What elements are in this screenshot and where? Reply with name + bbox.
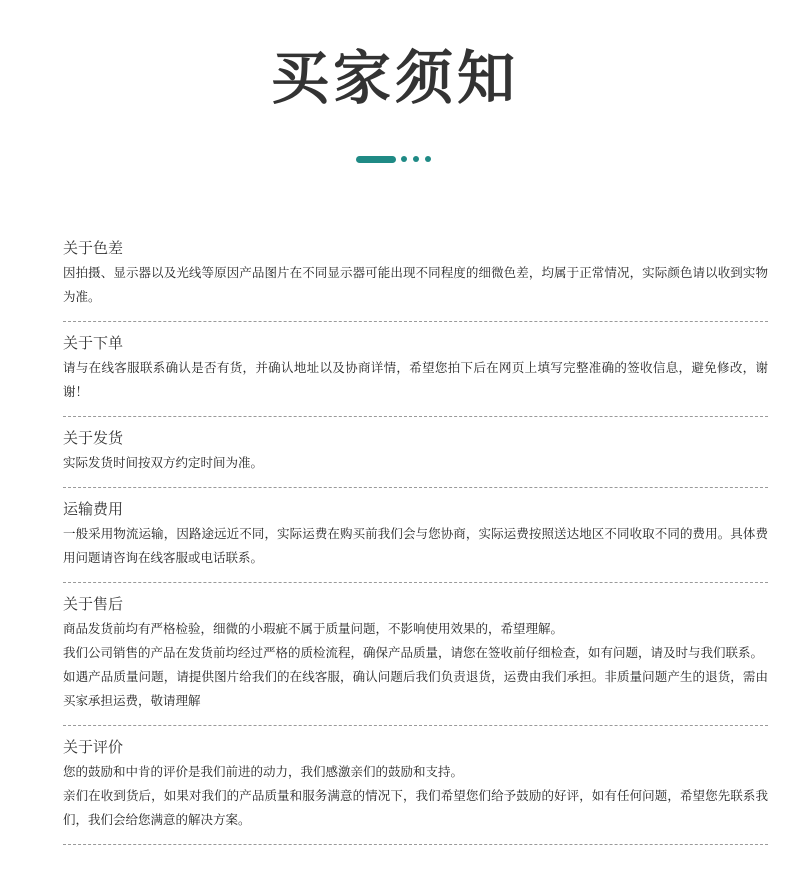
section-paragraph: 如遇产品质量问题，请提供图片给我们的在线客服，确认问题后我们负责退货，运费由我们承担。非质量问题产生的退货，需由买家承担运费，敬请理解 (63, 669, 768, 708)
section-title: 关于色差 (63, 239, 124, 257)
section-color-difference (63, 237, 768, 322)
decoration-dot (413, 156, 419, 162)
section-title: 关于售后 (63, 595, 124, 613)
section-title: 关于发货 (63, 429, 124, 447)
page-title: 买家须知 (270, 44, 519, 112)
section-paragraph: 实际发货时间按双方约定时间为准。 (63, 455, 264, 470)
section-shipping-cost (63, 498, 768, 583)
section-paragraph: 一般采用物流运输，因路途远近不同，实际运费在购买前我们会与您协商，实际运费按照送达地区不同收取不同的费用。具体费用问题请咨询在线客服或电话联系。 (63, 526, 768, 565)
section-title: 运输费用 (63, 500, 124, 518)
section-paragraph: 商品发货前均有严格检验，细微的小瑕疵不属于质量问题，不影响使用效果的，希望理解。 (63, 621, 564, 636)
section-paragraph: 您的鼓励和中肯的评价是我们前进的动力，我们感激亲们的鼓励和支持。 (63, 764, 464, 779)
section-title: 关于评价 (63, 738, 124, 756)
section-shipping (63, 427, 768, 488)
section-paragraph: 因拍摄、显示器以及光线等原因产品图片在不同显示器可能出现不同程度的细微色差，均属于正常情况，实际颜色请以收到实物为准。 (63, 265, 768, 304)
decoration-dot (425, 156, 431, 162)
section-after-sales (63, 593, 768, 726)
section-paragraph: 我们公司销售的产品在发货前均经过严格的质检流程，确保产品质量，请您在签收前仔细检查，如有问题，请及时与我们联系。 (63, 645, 764, 660)
notice-sections (63, 237, 768, 855)
section-ordering (63, 332, 768, 417)
section-paragraph: 亲们在收到货后，如果对我们的产品质量和服务满意的情况下，我们希望您们给予鼓励的好评，如有任何问题，希望您先联系我们，我们会给您满意的解决方案。 (63, 788, 768, 827)
title-decoration (356, 155, 437, 163)
section-title: 关于下单 (63, 334, 124, 352)
decoration-bar (356, 156, 396, 163)
decoration-dot (401, 156, 407, 162)
section-reviews (63, 736, 768, 845)
section-paragraph: 请与在线客服联系确认是否有货，并确认地址以及协商详情，希望您拍下后在网页上填写完整准确的签收信息，避免修改，谢谢！ (63, 360, 768, 399)
